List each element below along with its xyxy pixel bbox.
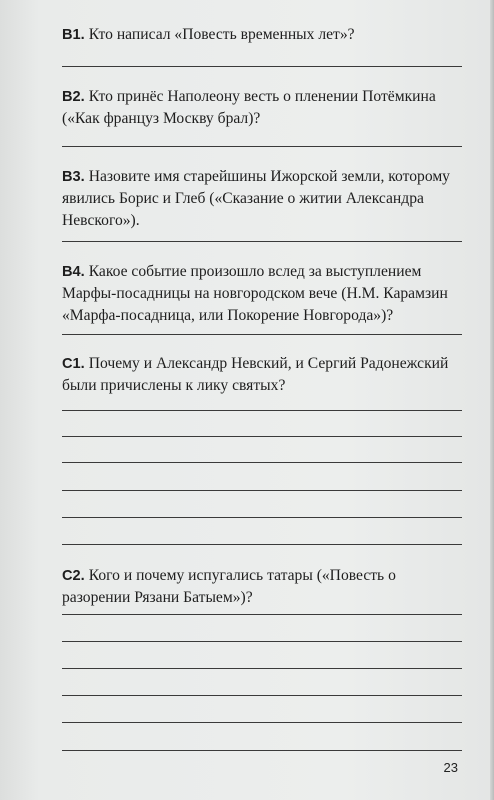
- answer-line[interactable]: [62, 66, 462, 67]
- question-text: Почему и Александр Невский, и Сергий Радонежский были причислены к лику святых?: [62, 355, 449, 394]
- answer-line[interactable]: [62, 641, 462, 642]
- question-b4: [62, 261, 462, 327]
- question-number: B3.: [62, 169, 85, 185]
- question-c1: [62, 353, 462, 397]
- answer-line[interactable]: [62, 517, 462, 518]
- answer-line[interactable]: [62, 695, 462, 696]
- answer-line[interactable]: [62, 544, 462, 545]
- question-number: B2.: [62, 89, 85, 105]
- answer-line[interactable]: [62, 146, 462, 147]
- question-b2: [62, 86, 462, 130]
- answer-line[interactable]: [62, 436, 462, 437]
- answer-line[interactable]: [62, 334, 462, 335]
- question-b1: [62, 24, 462, 46]
- answer-line[interactable]: [62, 410, 462, 411]
- question-b3: [62, 166, 462, 232]
- answer-line[interactable]: [62, 614, 462, 615]
- question-number: C2.: [62, 568, 85, 584]
- answer-line[interactable]: [62, 462, 462, 463]
- question-text: Кто написал «Повесть временных лет»?: [88, 26, 355, 43]
- question-number: B4.: [62, 264, 85, 280]
- question-number: C1.: [62, 356, 85, 372]
- page-number: 23: [443, 760, 458, 775]
- answer-line[interactable]: [62, 722, 462, 723]
- answer-line[interactable]: [62, 490, 462, 491]
- question-text: Какое событие произошло вслед за выступлением Марфы-посадницы на новгородском вече (Н.М. Карамзин «Марфа-посадница, или Покорение Новгорода»)?: [62, 263, 448, 324]
- question-text: Назовите имя старейшины Ижорской земли, которому явились Борис и Глеб («Сказание о житии Александра Невского»).: [62, 168, 450, 229]
- answer-line[interactable]: [62, 668, 462, 669]
- question-c2: [62, 565, 462, 609]
- question-text: Кто принёс Наполеону весть о пленении Потёмкина («Как француз Москву брал)?: [62, 88, 436, 127]
- answer-line[interactable]: [62, 241, 462, 242]
- question-number: B1.: [62, 27, 85, 43]
- page-edge: [490, 0, 494, 800]
- answer-line[interactable]: [62, 750, 462, 751]
- question-text: Кого и почему испугались татары («Повесть о разорении Рязани Батыем»)?: [62, 567, 396, 606]
